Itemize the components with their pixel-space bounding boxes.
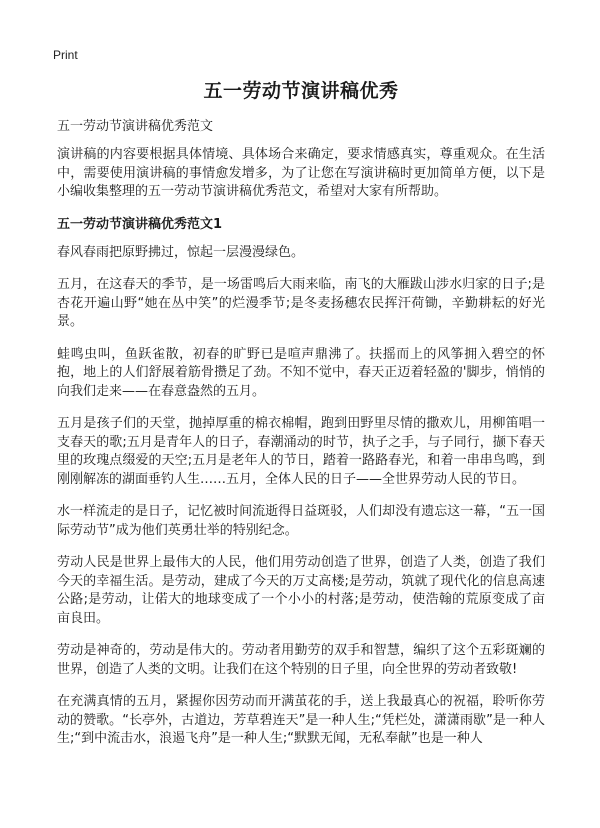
print-link[interactable]: Print: [53, 48, 78, 62]
paragraph: 蛙鸣虫叫，鱼跃雀散，初春的旷野已是喧声鼎沸了。扶摇而上的风筝拥入碧空的怀抱，地上的人们舒展着筋骨攒足了劲。不知不觉中，春天正迈着轻盈的'脚步，悄悄的向我们走来——在春意盎然的五月。: [57, 346, 545, 399]
paragraph: 劳动人民是世界上最伟大的人民，他们用劳动创造了世界，创造了人类，创造了我们今天的幸福生活。是劳动，建成了今天的万丈高楼;是劳动，筑就了现代化的信息高速公路;是劳动，让偌大的地球变成了一个小小的村落;是劳动，使浩翰的荒原变成了亩亩良田。: [57, 555, 545, 626]
paragraph: 在充满真情的五月，紧握你因劳动而开满茧花的手，送上我最真心的祝福，聆听你劳动的赞歌。“长亭外，古道边，芳草碧连天”是一种人生;“凭栏处，潇潇雨歇”是一种人生;“到中流击水，浪遏飞舟”是一种人生;“默默无闻，无私奉献”也是一种人: [57, 694, 545, 746]
paragraph: 五月，在这春天的季节，是一场雷鸣后大雨来临，南飞的大雁跋山涉水归家的日子;是杏花开遍山野“她在丛中笑”的烂漫季节;是冬麦扬穗农民挥汗荷锄，辛勤耕耘的好光景。: [57, 277, 545, 329]
paragraph: 五月是孩子们的天堂，抛掉厚重的棉衣棉帽，跑到田野里尽情的撒欢儿，用柳笛唱一支春天的歌;五月是青年人的日子，春潮涌动的时节，执子之手，与子同行，撷下春天里的玫瑰点缀爱的天空;五月是老年人的节日，踏着一路路春光，和着一串串鸟鸣，到刚刚解冻的湖面垂钓人生……五月，全体人民的日子——全世界劳动人民的节日。: [57, 416, 545, 487]
paragraph: 水一样流走的是日子，记忆被时间流逝得日益斑驳，人们却没有遗忘这一幕，“五一国际劳动节”成为他们英勇壮举的特别纪念。: [57, 504, 545, 538]
paragraph: 劳动是神奇的，劳动是伟大的。劳动者用勤劳的双手和智慧，编织了这个五彩斑斓的世界，创造了人类的文明。让我们在这个特别的日子里，向全世界的劳动者致敬!: [57, 643, 545, 677]
page-title: 五一劳动节演讲稿优秀: [203, 80, 399, 102]
section-heading: 五一劳动节演讲稿优秀范文1: [57, 216, 223, 232]
article: [57, 78, 545, 763]
intro-paragraph: 演讲稿的内容要根据具体情境、具体场合来确定，要求情感真实，尊重观众。在生活中，需要使用演讲稿的事情愈发增多，为了让您在写演讲稿时更加简单方便，以下是小编收集整理的五一劳动节演讲稿优秀范文，希望对大家有所帮助。: [57, 147, 545, 199]
article-subtitle: 五一劳动节演讲稿优秀范文: [57, 119, 214, 134]
paragraph: 春风春雨把原野拂过，惊起一层漫漫绿色。: [57, 244, 305, 260]
